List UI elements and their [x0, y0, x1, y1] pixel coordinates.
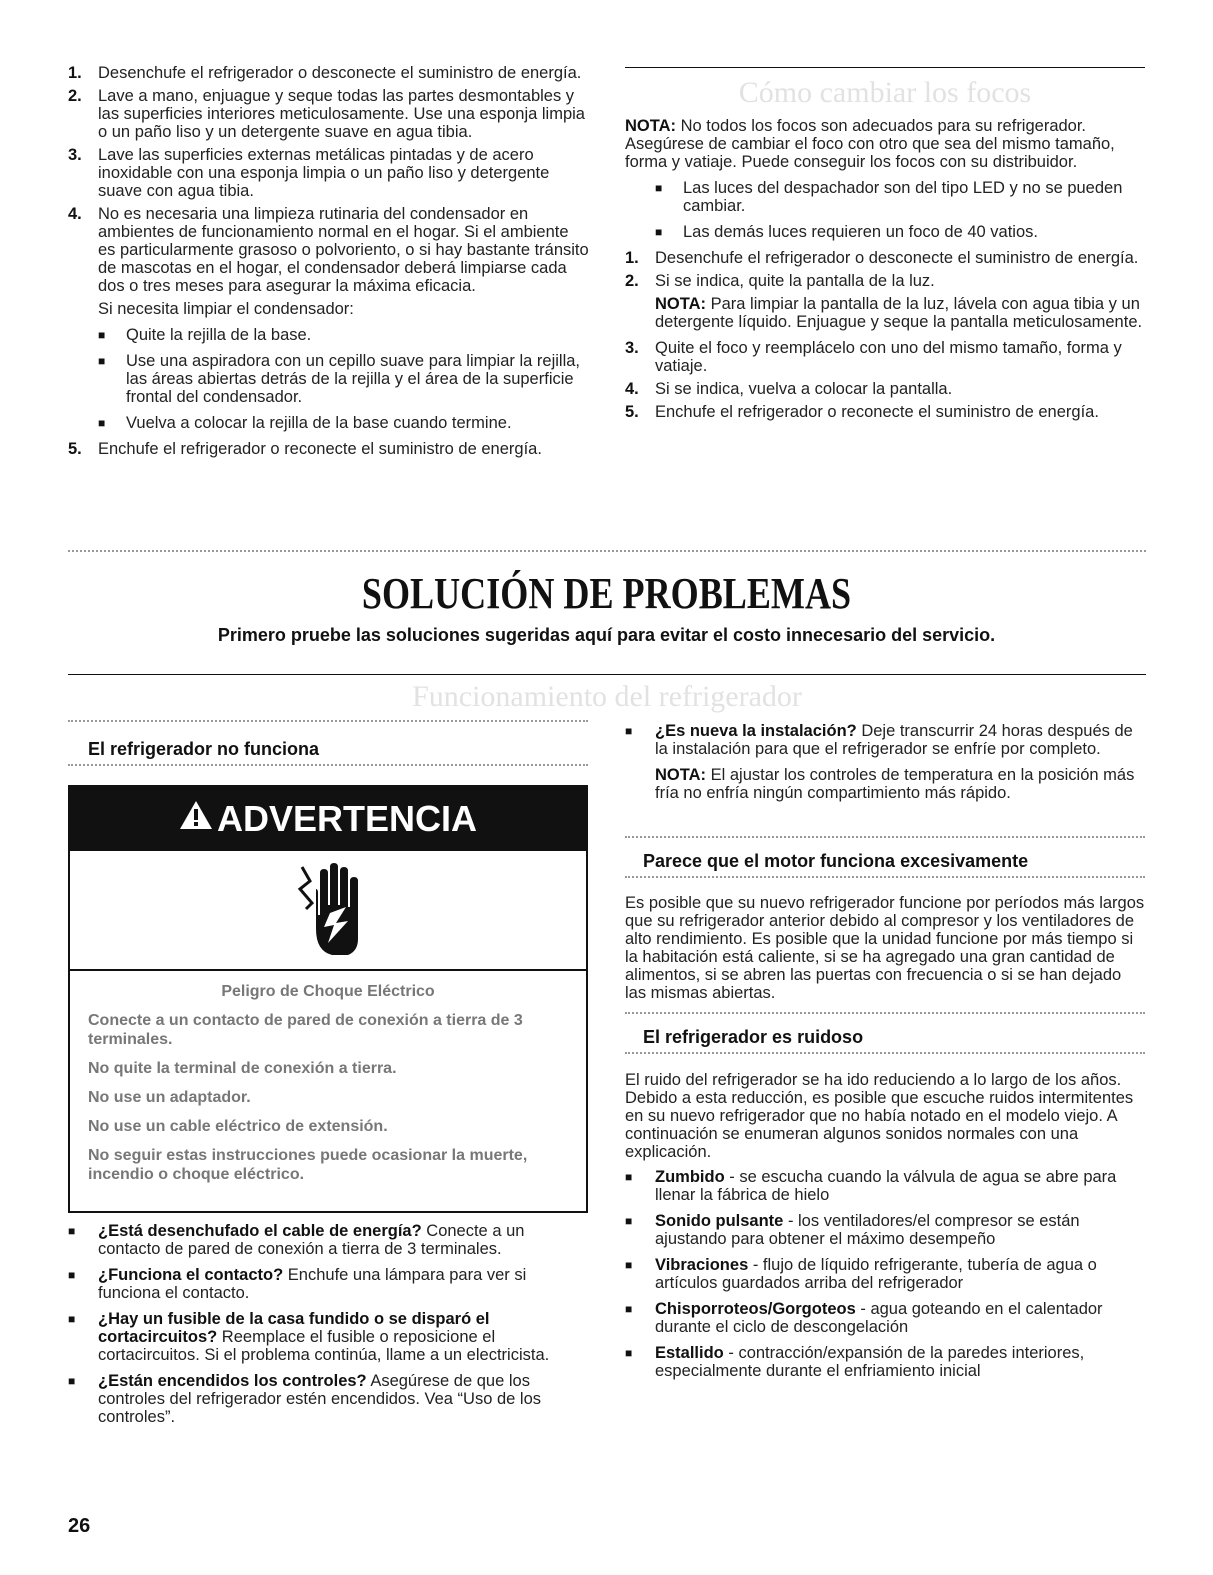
list-item: 5. Enchufe el refrigerador o reconecte el suministro de energía. — [625, 403, 1099, 421]
sounds-list — [625, 1168, 1145, 1388]
warning-header: ADVERTENCIA — [70, 787, 586, 851]
bullet-icon: ■ — [625, 1170, 633, 1184]
condenser-intro: Si necesita limpiar el condensador: — [98, 300, 354, 318]
new-install — [625, 722, 1145, 810]
list-item: ■ ¿Funciona el contacto? Enchufe una lámpara para ver si funciona el contacto. — [68, 1266, 527, 1302]
list-item: ■ ¿Hay un fusible de la casa fundido o se disparó el cortacircuitos? Reemplace el fusible o reposicione el cortacircuitos. Si el problema continúa, llame a un electricista. — [68, 1310, 550, 1364]
list-item: ■ Estallido - contracción/expansión de la paredes interiores, especialmente durante el enfriamiento inicial — [625, 1344, 1085, 1380]
dotted-divider — [625, 1052, 1145, 1054]
noise-text: El ruido del refrigerador se ha ido reduciendo a lo largo de los años. Debido a esta reducción, es posible que escuche ruidos intermitentes en su nuevo refrigerador que no había notado en el modelo viejo. A continuación se enumeran algunos sonidos normales con una explicación. — [625, 1071, 1134, 1161]
bullet-icon: ■ — [98, 328, 106, 342]
note: NOTA: Para limpiar la pantalla de la luz, lávela con agua tibia y un detergente líquido. Enjuague y seque la pantalla meticulosamente. — [655, 295, 1143, 331]
warning-divider — [70, 969, 586, 971]
list-item: 4. No es necesaria una limpieza rutinaria del condensador en ambientes de funcionamiento normal en el hogar. Si el ambiente es particularmente grasoso o polvoriento, o si hay bastante tránsito de mascotas en el hogar, el condensador deberá limpiarse cada dos o tres meses para asegurar la máxima eficacia. — [68, 205, 589, 295]
list-item: 1. Desenchufe el refrigerador o desconecte el suministro de energía. — [68, 64, 582, 82]
dotted-divider — [625, 836, 1145, 838]
list-item: ■ Vibraciones - flujo de líquido refrigerante, tubería de agua o artículos guardados arriba del refrigerador — [625, 1256, 1097, 1292]
page-title: SOLUCIÓN DE PROBLEMAS — [361, 569, 852, 618]
noise-heading: El refrigerador es ruidoso — [643, 1027, 864, 1047]
power-checks — [68, 1222, 590, 1434]
list-item: 5. Enchufe el refrigerador o reconecte el suministro de energía. — [68, 440, 542, 458]
list-item: 3. Lave las superficies externas metálicas pintadas y de acero inoxidable con una esponja limpia o un paño liso y detergente suave con agua tibia. — [68, 146, 550, 200]
bullet-icon: ■ — [625, 1258, 633, 1272]
hazard-title: Peligro de Choque Eléctrico — [221, 983, 435, 1000]
dotted-divider — [68, 550, 1146, 552]
bullet-icon: ■ — [655, 225, 663, 239]
dotted-divider — [68, 720, 588, 722]
list-item: ■ ¿Están encendidos los controles? Asegúrese de que los controles del refrigerador estén encendidos. Vea “Uso de los controles”. — [68, 1372, 542, 1426]
warning-text: Conecte a un contacto de pared de conexión a tierra de 3 terminales. No quite la terminal de conexión a tierra. No use un adaptador. No use un cable eléctrico de extensión. No seguir estas instrucciones puede ocasionar la muerte, incendio o choque eléctrico. — [88, 1012, 528, 1183]
warning-box — [68, 785, 588, 1213]
bullet-icon: ■ — [68, 1374, 76, 1388]
not-working-heading: El refrigerador no funciona — [88, 739, 320, 759]
bullet-icon: ■ — [68, 1224, 76, 1238]
dotted-divider — [625, 876, 1145, 878]
list-item: ■ Vuelva a colocar la rejilla de la base cuando termine. — [98, 414, 512, 432]
list-item: ■ ¿Es nueva la instalación? Deje transcurrir 24 horas después de la instalación para que el refrigerador se enfríe por completo. — [625, 722, 1133, 758]
bullet-icon: ■ — [625, 1302, 633, 1316]
cleaning-steps — [68, 64, 590, 463]
section-rule — [625, 67, 1145, 68]
list-item: ■ Las demás luces requieren un foco de 40 vatios. — [655, 223, 1038, 241]
list-item: ■ Zumbido - se escucha cuando la válvula de agua se abre para llenar la fábrica de hielo — [625, 1168, 1117, 1204]
list-item: ■ ¿Está desenchufado el cable de energía? Conecte a un contacto de pared de conexión a tierra de 3 terminales. — [68, 1222, 525, 1258]
list-item: ■ Las luces del despachador son del tipo LED y no se pueden cambiar. — [655, 179, 1123, 215]
bullet-icon: ■ — [98, 354, 106, 368]
note: NOTA: El ajustar los controles de temperatura en la posición más fría no enfría ningún compartimiento más rápido. — [655, 766, 1135, 802]
electric-shock-icon — [70, 859, 586, 963]
bullet-icon: ■ — [68, 1268, 76, 1282]
warning-triangle-icon — [179, 786, 213, 850]
motor-text: Es posible que su nuevo refrigerador funcione por períodos más largos que su refrigerador anterior debido al compresor y los ventiladores de alto rendimiento. Es posible que la unidad funcione por más tiempo si la habitación está caliente, si se ha agregado una gran cantidad de alimentos, si se abren las puertas con frecuencia o si se han dejado las mismas abiertas. — [625, 894, 1145, 1002]
dotted-divider — [68, 764, 588, 766]
list-item: 2. Si se indica, quite la pantalla de la luz. — [625, 272, 935, 290]
list-item: ■ Chisporroteos/Gorgoteos - agua goteando en el calentador durante el ciclo de descongelación — [625, 1300, 1103, 1336]
bulbs-section — [625, 117, 1145, 426]
bullet-icon: ■ — [625, 1214, 633, 1228]
list-item: ■ Use una aspiradora con un cepillo suave para limpiar la rejilla, las áreas abiertas detrás de la rejilla y el área de la superficie frontal del condensador. — [98, 352, 580, 406]
page-subtitle: Primero pruebe las soluciones sugeridas aquí para evitar el costo innecesario del servicio. — [217, 625, 996, 645]
section-rule — [68, 674, 1146, 675]
motor-heading: Parece que el motor funciona excesivamente — [643, 851, 1029, 871]
bullet-icon: ■ — [625, 1346, 633, 1360]
bullet-icon: ■ — [98, 416, 106, 430]
bullet-icon: ■ — [655, 181, 663, 195]
list-item: 2. Lave a mano, enjuague y seque todas las partes desmontables y las superficies interiores meticulosamente. Use una esponja limpia o un paño liso y un detergente suave en agua tibia. — [68, 87, 585, 141]
dotted-divider — [625, 1012, 1145, 1014]
page-number: 26 — [68, 1515, 91, 1537]
list-item: ■ Sonido pulsante - los ventiladores/el compresor se están ajustando para obtener el máximo desempeño — [625, 1212, 1080, 1248]
note: NOTA: No todos los focos son adecuados para su refrigerador. Asegúrese de cambiar el foco con otro que sea del mismo tamaño, forma y vatiaje. Puede conseguir los focos con su distribuidor. — [625, 117, 1115, 171]
list-item: ■ Quite la rejilla de la base. — [98, 326, 312, 344]
subsection-heading: Funcionamiento del refrigerador — [412, 680, 802, 713]
list-item: 1. Desenchufe el refrigerador o desconecte el suministro de energía. — [625, 249, 1139, 267]
bullet-icon: ■ — [68, 1312, 76, 1326]
list-item: 3. Quite el foco y reemplácelo con uno del mismo tamaño, forma y vatiaje. — [625, 339, 1122, 375]
bullet-icon: ■ — [625, 724, 633, 738]
bulbs-heading: Cómo cambiar los focos — [738, 76, 1032, 109]
list-item: 4. Si se indica, vuelva a colocar la pantalla. — [625, 380, 953, 398]
